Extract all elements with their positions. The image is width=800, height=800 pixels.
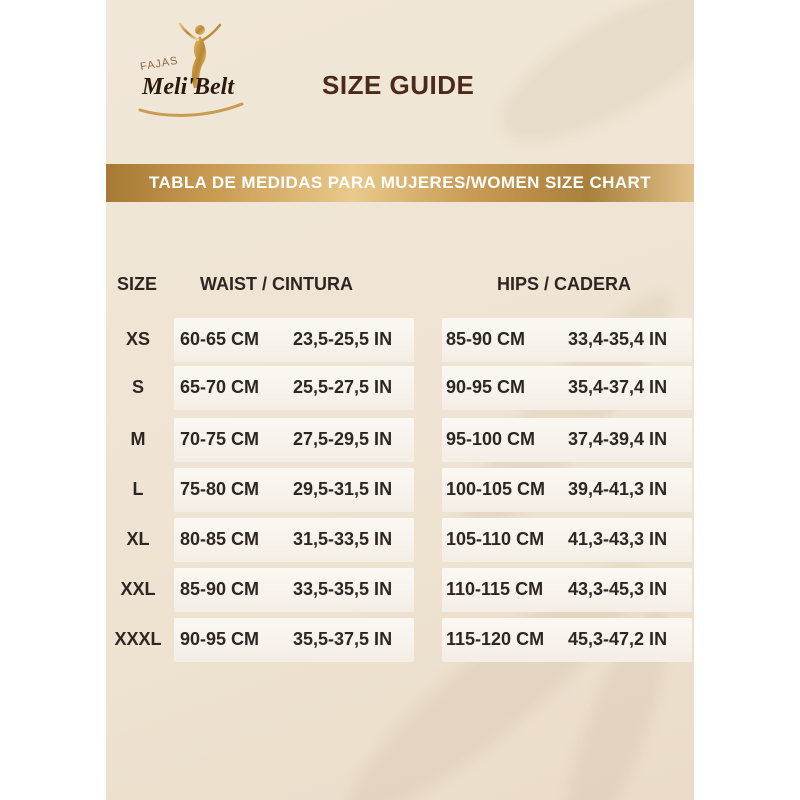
waist-cm-cell: 90-95 CM	[180, 629, 260, 649]
leaf-shadow-decoration	[436, 270, 694, 560]
header-waist: WAIST / CINTURA	[200, 274, 353, 294]
hips-in-cell: 39,4-41,3 IN	[568, 479, 668, 499]
waist-cm-cell: 65-70 CM	[180, 377, 260, 397]
hips-cm-cell: 105-110 CM	[446, 529, 545, 549]
brand-name: Meli'Belt	[142, 74, 234, 100]
hips-in-cell: 37,4-39,4 IN	[568, 429, 668, 449]
hips-cm-cell: 100-105 CM	[446, 479, 546, 499]
hips-cm-cell: 110-115 CM	[446, 579, 544, 599]
table-row	[106, 568, 694, 612]
hips-cm-cell: 90-95 CM	[446, 377, 526, 397]
hips-in-cell: 45,3-47,2 IN	[568, 629, 668, 649]
size-cell: XL	[126, 529, 150, 549]
gold-swoosh-icon	[136, 100, 246, 120]
hips-in-cell: 35,4-37,4 IN	[568, 377, 668, 397]
table-row	[106, 468, 694, 512]
waist-cm-cell: 70-75 CM	[180, 429, 260, 449]
table-row	[106, 366, 694, 410]
size-cell: XXXL	[114, 629, 162, 649]
hips-cm-cell: 95-100 CM	[446, 429, 536, 449]
size-cell: XS	[125, 329, 150, 349]
size-guide-card	[106, 0, 694, 800]
table-row	[106, 418, 694, 462]
table-row	[106, 618, 694, 662]
waist-cm-cell: 85-90 CM	[180, 579, 260, 599]
size-cell: L	[132, 479, 144, 499]
brand-logo	[134, 22, 249, 122]
page-title: SIZE GUIDE	[322, 70, 475, 100]
waist-in-cell: 29,5-31,5 IN	[293, 479, 393, 499]
size-cell: S	[131, 377, 144, 397]
hips-cm-cell: 85-90 CM	[446, 329, 526, 349]
waist-cm-cell: 80-85 CM	[180, 529, 260, 549]
hips-in-cell: 33,4-35,4 IN	[568, 329, 668, 349]
hips-in-cell: 43,3-45,3 IN	[568, 579, 668, 599]
header-size: SIZE	[117, 274, 158, 294]
brand-tagline: FAJAS	[139, 54, 180, 74]
header-hips: HIPS / CADERA	[497, 274, 632, 294]
waist-in-cell: 31,5-33,5 IN	[293, 529, 393, 549]
waist-in-cell: 27,5-29,5 IN	[293, 429, 393, 449]
banner-text: TABLA DE MEDIDAS PARA MUJERES/WOMEN SIZE CHART	[149, 173, 651, 192]
section-banner	[106, 164, 694, 202]
table-row	[106, 318, 694, 362]
size-cell: M	[130, 429, 146, 449]
waist-in-cell: 23,5-25,5 IN	[293, 329, 393, 349]
size-cell: XXL	[120, 579, 156, 599]
leaf-shadow-decoration	[481, 0, 694, 169]
hips-in-cell: 41,3-43,3 IN	[568, 529, 668, 549]
hips-cm-cell: 115-120 CM	[446, 629, 545, 649]
table-row	[106, 518, 694, 562]
waist-in-cell: 25,5-27,5 IN	[293, 377, 393, 397]
waist-cm-cell: 60-65 CM	[180, 329, 260, 349]
waist-cm-cell: 75-80 CM	[180, 479, 260, 499]
waist-in-cell: 35,5-37,5 IN	[293, 629, 393, 649]
waist-in-cell: 33,5-35,5 IN	[293, 579, 393, 599]
